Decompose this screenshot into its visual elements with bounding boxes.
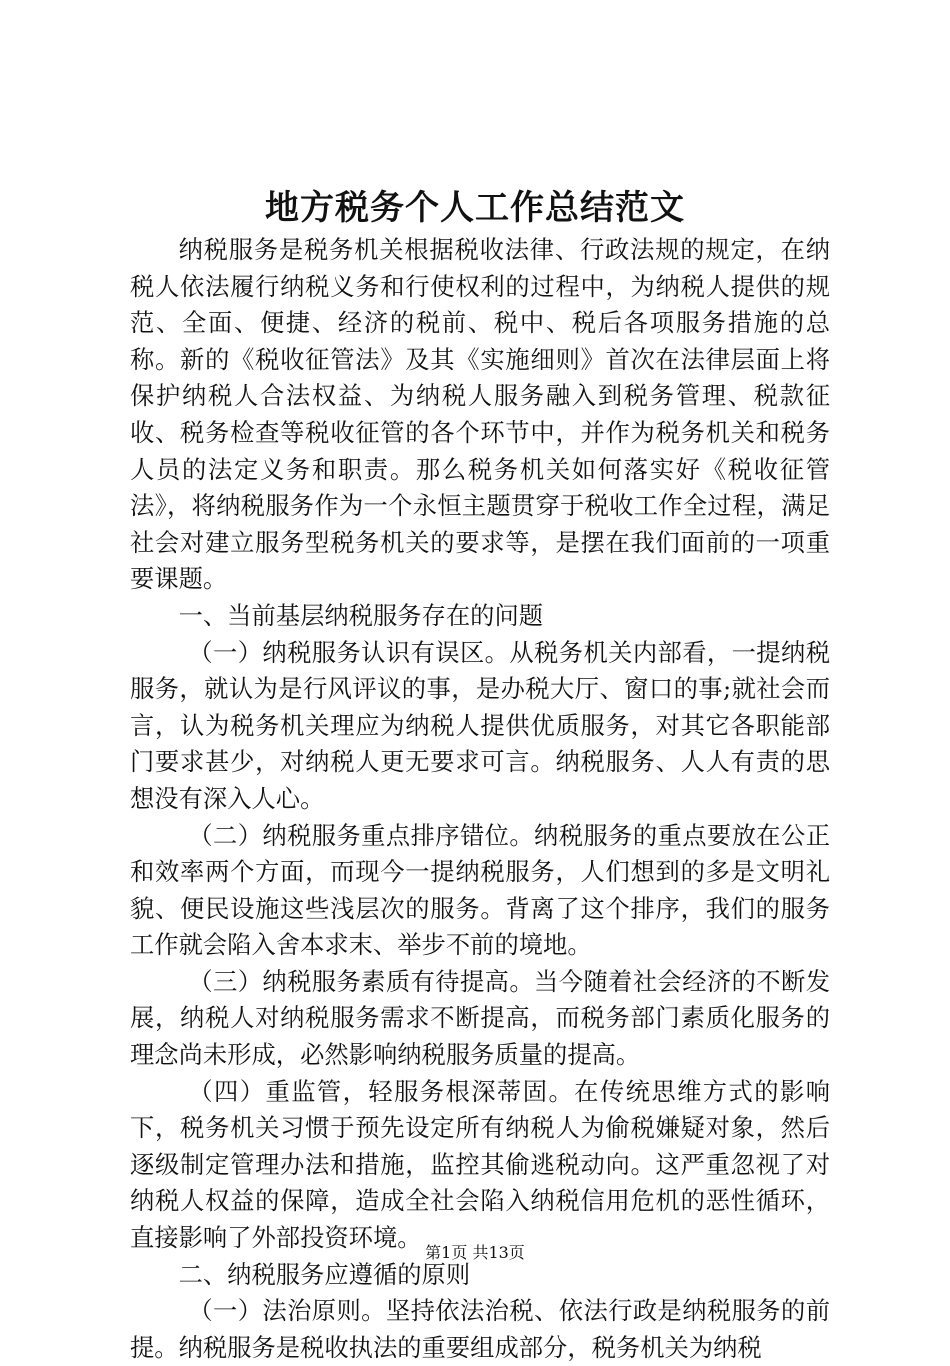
paragraph-problem-4: （四）重监管，轻服务根深蒂固。在传统思维方式的影响下，税务机关习惯于预先设定所有纳税人为偷税嫌疑对象，然后逐级制定管理办法和措施，监控其偷逃税动向。这严重忽视了对纳税人权益的保障，造成全社会陷入纳税信用危机的恶性循环，直接影响了外部投资环境。 bbox=[130, 1076, 830, 1253]
section-heading-principles: 二、纳税服务应遵循的原则 bbox=[178, 1259, 471, 1289]
paragraph-principle-1: （一）法治原则。坚持依法治税、依法行政是纳税服务的前提。纳税服务是税收执法的重要组成部分，税务机关为纳税 bbox=[130, 1296, 830, 1362]
section-heading-problems: 一、当前基层纳税服务存在的问题 bbox=[178, 600, 544, 630]
paragraph-problem-2: （二）纳税服务重点排序错位。纳税服务的重点要放在公正和效率两个方面，而现今一提纳税服务，人们想到的多是文明礼貌、便民设施这些浅层次的服务。背离了这个排序，我们的服务工作就会陷入舍本求末、举步不前的境地。 bbox=[130, 820, 830, 960]
paragraph-problem-3: （三）纳税服务素质有待提高。当今随着社会经济的不断发展，纳税人对纳税服务需求不断提高，而税务部门素质化服务的理念尚未形成，必然影响纳税服务质量的提高。 bbox=[130, 966, 830, 1070]
page-number-footer: 第1页 共13页 bbox=[425, 1243, 525, 1262]
document-title: 地方税务个人工作总结范文 bbox=[265, 188, 685, 228]
paragraph-intro: 纳税服务是税务机关根据税收法律、行政法规的规定，在纳税人依法履行纳税义务和行使权利的过程中，为纳税人提供的规范、全面、便捷、经济的税前、税中、税后各项服务措施的总称。新的《税收征管法》及其《实施细则》首次在法律层面上将保护纳税人合法权益、为纳税人服务融入到税务管理、税款征收、税务检查等税收征管的各个环节中，并作为税务机关和税务人员的法定义务和职责。那么税务机关如何落实好《税收征管法》，将纳税服务作为一个永恒主题贯穿于税收工作全过程，满足社会对建立服务型税务机关的要求等，是摆在我们面前的一项重要课题。 bbox=[130, 235, 830, 594]
document-body bbox=[130, 232, 830, 1366]
paragraph-problem-1: （一）纳税服务认识有误区。从税务机关内部看，一提纳税服务，就认为是行风评议的事，是办税大厅、窗口的事;就社会而言，认为税务机关理应为纳税人提供优质服务，对其它各职能部门要求甚少，对纳税人更无要求可言。纳税服务、人人有责的思想没有深入人心。 bbox=[130, 637, 830, 813]
